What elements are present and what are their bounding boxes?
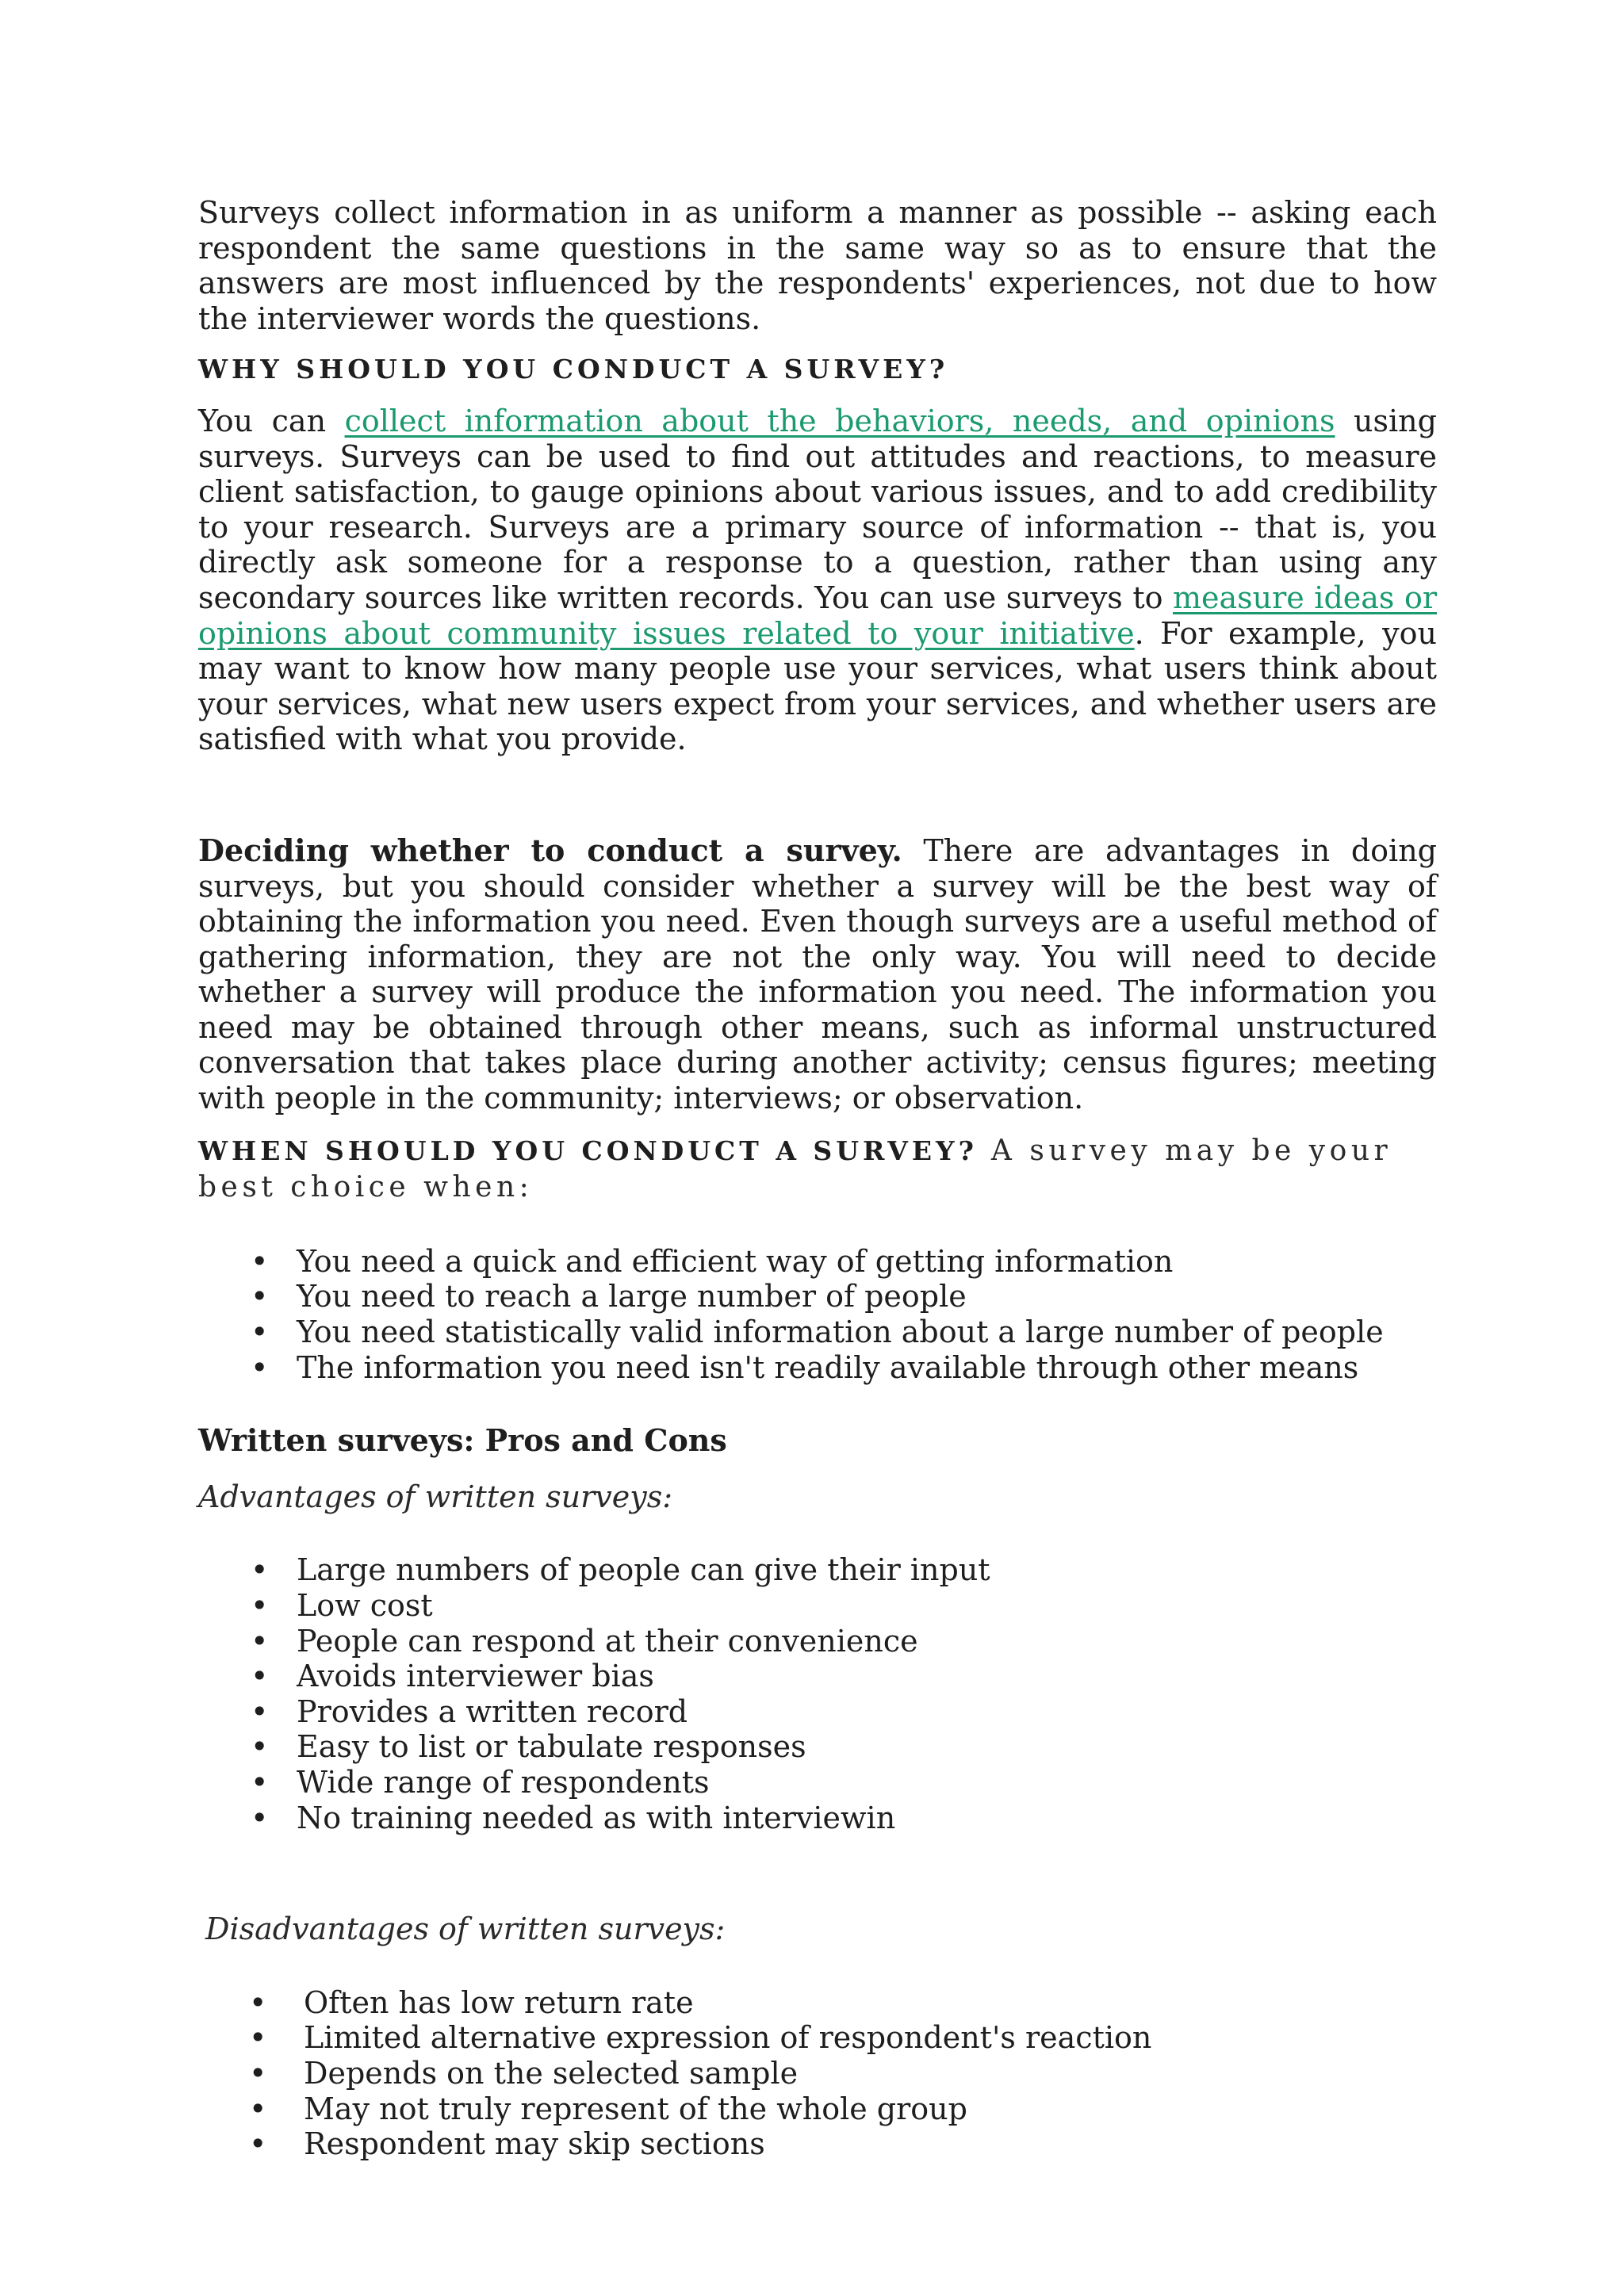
list-item: • Provides a written record: [251, 1693, 688, 1729]
list-item: • Easy to list or tabulate responses: [251, 1729, 806, 1765]
bullet-icon: •: [251, 1693, 269, 1729]
when-heading: WHEN SHOULD YOU CONDUCT A SURVEY?: [198, 1135, 978, 1166]
when-paragraph: [198, 1132, 1437, 1206]
disadvantages-title: Disadvantages of written surveys:: [205, 1911, 726, 1947]
list-item: • You need to reach a large number of people: [251, 1279, 967, 1314]
bullet-icon: •: [251, 1623, 269, 1659]
bullet-icon: •: [251, 1729, 269, 1765]
list-item: • Avoids interviewer bias: [251, 1659, 654, 1694]
list-item: • You need a quick and efficient way of getting information: [251, 1243, 1174, 1279]
list-item: • Often has low return rate: [249, 1984, 694, 2020]
bullet-icon: •: [249, 2126, 267, 2162]
list-item: • Wide range of respondents: [251, 1764, 710, 1800]
bullet-icon: •: [249, 2091, 267, 2126]
written-heading: Written surveys: Pros and Cons: [198, 1422, 727, 1459]
why-heading: WHY SHOULD YOU CONDUCT A SURVEY?: [198, 354, 949, 385]
bullet-icon: •: [251, 1349, 269, 1385]
intro-paragraph: Surveys collect information in as uniform a manner as possible -- asking each respondent the same questions in the same way so as to ensure that the answers are most influenced by the respondents' experiences, not due to how the interviewer words the questions.: [198, 195, 1437, 336]
bullet-icon: •: [249, 1984, 267, 2020]
bullet-icon: •: [251, 1243, 269, 1279]
list-item: • You need statistically valid information about a large number of people: [251, 1314, 1384, 1350]
link-measure-ideas[interactable]: measure ideas or opinions about community issues related to your initiative: [198, 580, 1437, 651]
bullet-icon: •: [251, 1279, 269, 1314]
bullet-icon: •: [251, 1800, 269, 1835]
bullet-icon: •: [249, 2055, 267, 2091]
deciding-text: There are advantages in doing surveys, but you should consider whether a survey will be the best way of obtaining the information you need. Even though surveys are a useful method of gathering information, they are not the only way. You will need to decide whether a survey will produce the information you need. The information you need may be obtained through other means, such as informal unstructured conversation that takes place during another activity; census figures; meeting with people in the community; interviews; or observation.: [198, 832, 1438, 1116]
bullet-icon: •: [251, 1588, 269, 1623]
why-text-start: You can: [198, 403, 345, 438]
list-item: • Limited alternative expression of respondent's reaction: [249, 2020, 1152, 2056]
disadvantages-list: [198, 1985, 1437, 2162]
bullet-icon: •: [251, 1552, 269, 1588]
bullet-icon: •: [251, 1764, 269, 1800]
list-item: • Depends on the selected sample: [249, 2055, 799, 2091]
bullet-icon: •: [251, 1314, 269, 1350]
deciding-paragraph: [198, 833, 1437, 1116]
list-item: • May not truly represent of the whole group: [249, 2091, 967, 2126]
when-list: [198, 1244, 1437, 1385]
document-page: [198, 195, 1437, 2162]
list-item: • People can respond at their convenience: [251, 1623, 918, 1659]
why-text-end: . For example, you may want to know how many people use your services, what users think about your services, what new users expect from your services, and whether users are satisfied with what you provide.: [198, 615, 1437, 757]
why-paragraph: [198, 404, 1437, 757]
when-text: A survey may be your best choice when:: [198, 1134, 1392, 1204]
list-item: • Respondent may skip sections: [249, 2126, 765, 2162]
why-text-middle: using surveys. Surveys can be used to find out attitudes and reactions, to measure client satisfaction, to gauge opinions about various issues, and to add credibility to your research. Surveys are a primary source of information -- that is, you directly ask someone for a response to a question, rather than using any secondary sources like written records. You can use surveys to: [198, 403, 1437, 615]
list-item: • The information you need isn't readily available through other means: [251, 1349, 1359, 1385]
deciding-lead: Deciding whether to conduct a survey.: [198, 832, 902, 868]
bullet-icon: •: [251, 1659, 269, 1694]
list-item: • Large numbers of people can give their input: [251, 1552, 990, 1588]
bullet-icon: •: [249, 2020, 267, 2056]
list-item: • No training needed as with interviewin: [251, 1800, 896, 1835]
list-item: • Low cost: [251, 1588, 433, 1623]
advantages-title: Advantages of written surveys:: [198, 1479, 672, 1514]
link-collect-information[interactable]: collect information about the behaviors, needs, and opinions: [344, 403, 1335, 438]
advantages-list: [198, 1552, 1437, 1835]
